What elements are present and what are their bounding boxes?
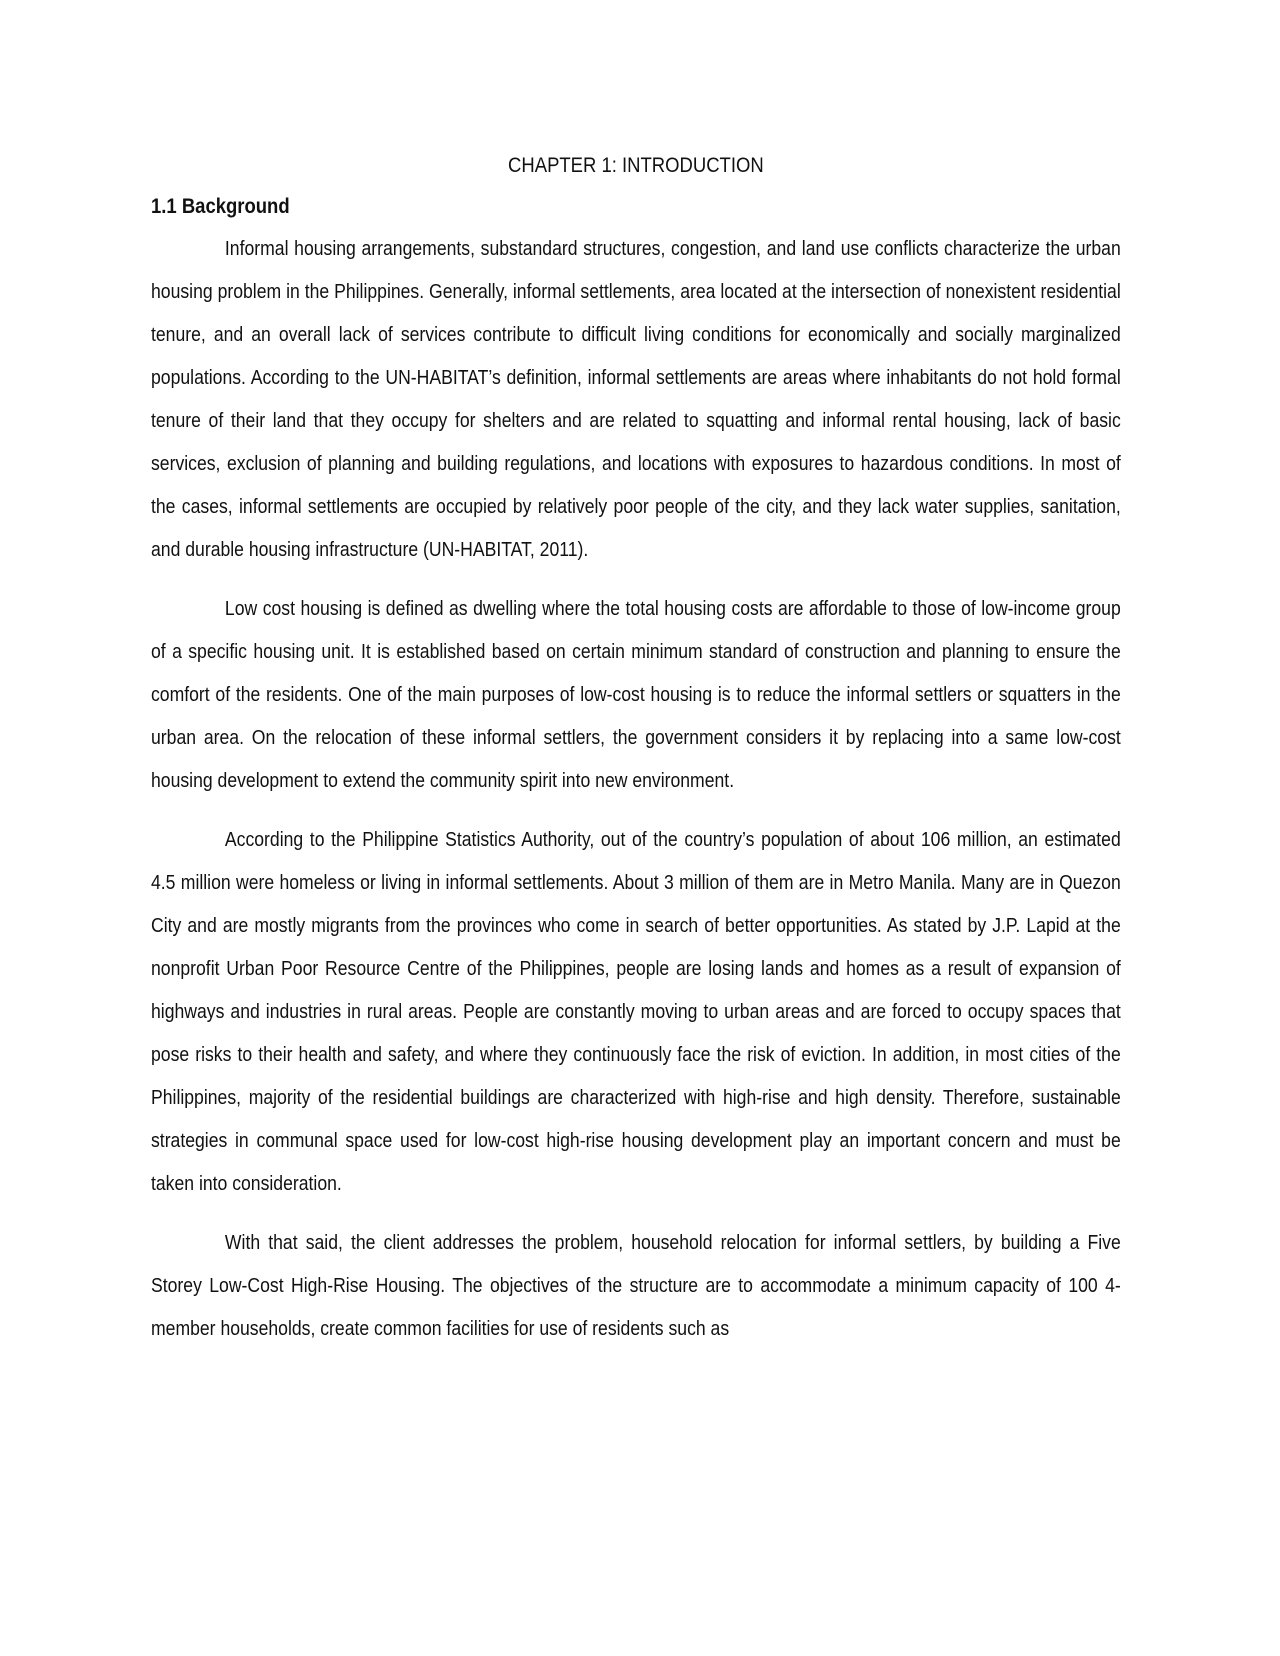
chapter-title: CHAPTER 1: INTRODUCTION bbox=[508, 154, 764, 177]
document-body bbox=[151, 146, 1121, 1367]
paragraph-statistics: According to the Philippine Statistics Authority, out of the country’s population of about 106 million, an estimated 4.5 million were homeless or living in informal settlements. About 3 million of them are in Metro Manila. Many are in Quezon City and are mostly migrants from the provinces who come in search of better opportunities. As stated by J.P. Lapid at the nonprofit Urban Poor Resource Centre of the Philippines, people are losing lands and homes as a result of expansion of highways and industries in rural areas. People are constantly moving to urban areas and are forced to occupy spaces that pose risks to their health and safety, and where they continuously face the risk of eviction. In addition, in most cities of the Philippines, majority of the residential buildings are characterized with high-rise and high density. Therefore, sustainable strategies in communal space used for low-cost high-rise housing development play an important concern and must be taken into consideration. bbox=[151, 829, 1121, 1195]
paragraph-informal-housing: Informal housing arrangements, substandard structures, congestion, and land use conflicts characterize the urban housing problem in the Philippines. Generally, informal settlements, area located at the intersection of nonexistent residential tenure, and an overall lack of services contribute to difficult living conditions for economically and socially marginalized populations. According to the UN-HABITAT’s definition, informal settlements are areas where inhabitants do not hold formal tenure of their land that they occupy for shelters and are related to squatting and informal rental housing, lack of basic services, exclusion of planning and building regulations, and locations with exposures to hazardous conditions. In most of the cases, informal settlements are occupied by relatively poor people of the city, and they lack water supplies, sanitation, and durable housing infrastructure (UN-HABITAT, 2011). bbox=[151, 238, 1121, 561]
paragraph-client-objectives: With that said, the client addresses the problem, household relocation for informal settlers, by building a Five Storey Low-Cost High-Rise Housing. The objectives of the structure are to accommodate a minimum capacity of 100 4-member households, create common facilities for use of residents such as bbox=[151, 1232, 1121, 1340]
paragraph-low-cost-housing: Low cost housing is defined as dwelling where the total housing costs are affordable to those of low-income group of a specific housing unit. It is established based on certain minimum standard of construction and planning to ensure the comfort of the residents. One of the main purposes of low-cost housing is to reduce the informal settlers or squatters in the urban area. On the relocation of these informal settlers, the government considers it by replacing into a same low-cost housing development to extend the community spirit into new environment. bbox=[151, 598, 1121, 792]
section-heading: 1.1 Background bbox=[151, 195, 290, 218]
